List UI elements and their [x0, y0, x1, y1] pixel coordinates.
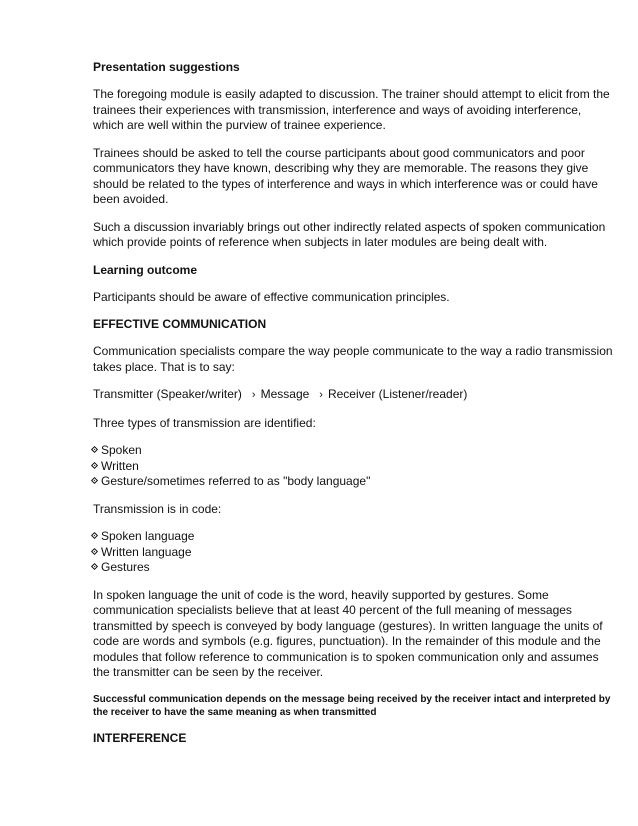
- list-item: [93, 529, 613, 545]
- diamond-bullet-icon: [91, 477, 98, 484]
- heading-effective-communication: EFFECTIVE COMMUNICATION: [93, 317, 267, 331]
- list-item: [93, 459, 613, 475]
- paragraph-learning-outcome: Participants should be aware of effective communication principles.: [93, 289, 450, 304]
- paragraph-presentation-1: The foregoing module is easily adapted to discussion. The trainer should attempt to elicit from the trainees their experiences with transmission, interference and ways of avoiding interference, which are well within the purview of trainee experience.: [93, 87, 610, 132]
- list-item: [93, 443, 613, 459]
- transmission-types-list: [93, 443, 613, 490]
- paragraph-presentation-3: Such a discussion invariably brings out other indirectly related aspects of spoken communication which provide points of reference when subjects in later modules are being dealt with.: [93, 219, 606, 249]
- heading-learning-outcome: Learning outcome: [93, 262, 198, 277]
- diamond-bullet-icon: [91, 563, 98, 570]
- list-item-label: Written: [101, 458, 139, 473]
- paragraph-presentation-2: Trainees should be asked to tell the course participants about good communicators and poor communicators they have known, describing why they are memorable. The reasons they give should be related to the types of interference and ways in which interference was or could have been avoided.: [93, 145, 598, 206]
- diamond-bullet-icon: [91, 547, 98, 554]
- diamond-bullet-icon: [91, 461, 98, 468]
- paragraph-types-intro: Three types of transmission are identified:: [93, 415, 316, 430]
- list-item-label: Spoken: [101, 443, 142, 457]
- list-item-label: Gestures: [101, 560, 150, 574]
- arrow-right-icon: ›: [319, 389, 323, 401]
- list-item-label: Written language: [101, 544, 192, 559]
- document-page: [93, 60, 613, 758]
- list-item: [93, 560, 613, 576]
- paragraph-radio-comparison: Communication specialists compare the way people communicate to the way a radio transmission takes place. That is to say:: [93, 344, 613, 374]
- heading-interference: INTERFERENCE: [93, 730, 187, 745]
- diamond-bullet-icon: [91, 446, 98, 453]
- flow-transmitter: Transmitter (Speaker/writer): [93, 387, 242, 401]
- list-item-label: Spoken language: [101, 529, 195, 543]
- heading-presentation-suggestions: Presentation suggestions: [93, 60, 240, 74]
- transmission-flow: [93, 387, 613, 404]
- code-types-list: [93, 529, 613, 576]
- list-item: [93, 474, 613, 490]
- list-item: [93, 545, 613, 561]
- flow-message: Message: [260, 387, 310, 401]
- flow-receiver: Receiver (Listener/reader): [327, 387, 468, 401]
- list-item-label: Gesture/sometimes referred to as "body language": [101, 474, 371, 488]
- paragraph-code-intro: Transmission is in code:: [93, 501, 222, 516]
- key-point-note: Successful communication depends on the message being received by the receiver intact and interpreted by the receiver to have the same meaning as when transmitted: [93, 693, 611, 718]
- paragraph-code-units: In spoken language the unit of code is the word, heavily supported by gestures. Some communication specialists believe that at least 40 percent of the full meaning of messages transmitted by speech is conveyed by body language (gestures). In written language the units of code are words and symbols (e.g. figures, punctuation). In the remainder of this module and the modules that follow reference to communication is to spoken communication only and assumes the transmitter can be seen by the receiver.: [93, 587, 603, 679]
- arrow-right-icon: ›: [251, 389, 256, 401]
- diamond-bullet-icon: [91, 532, 98, 539]
